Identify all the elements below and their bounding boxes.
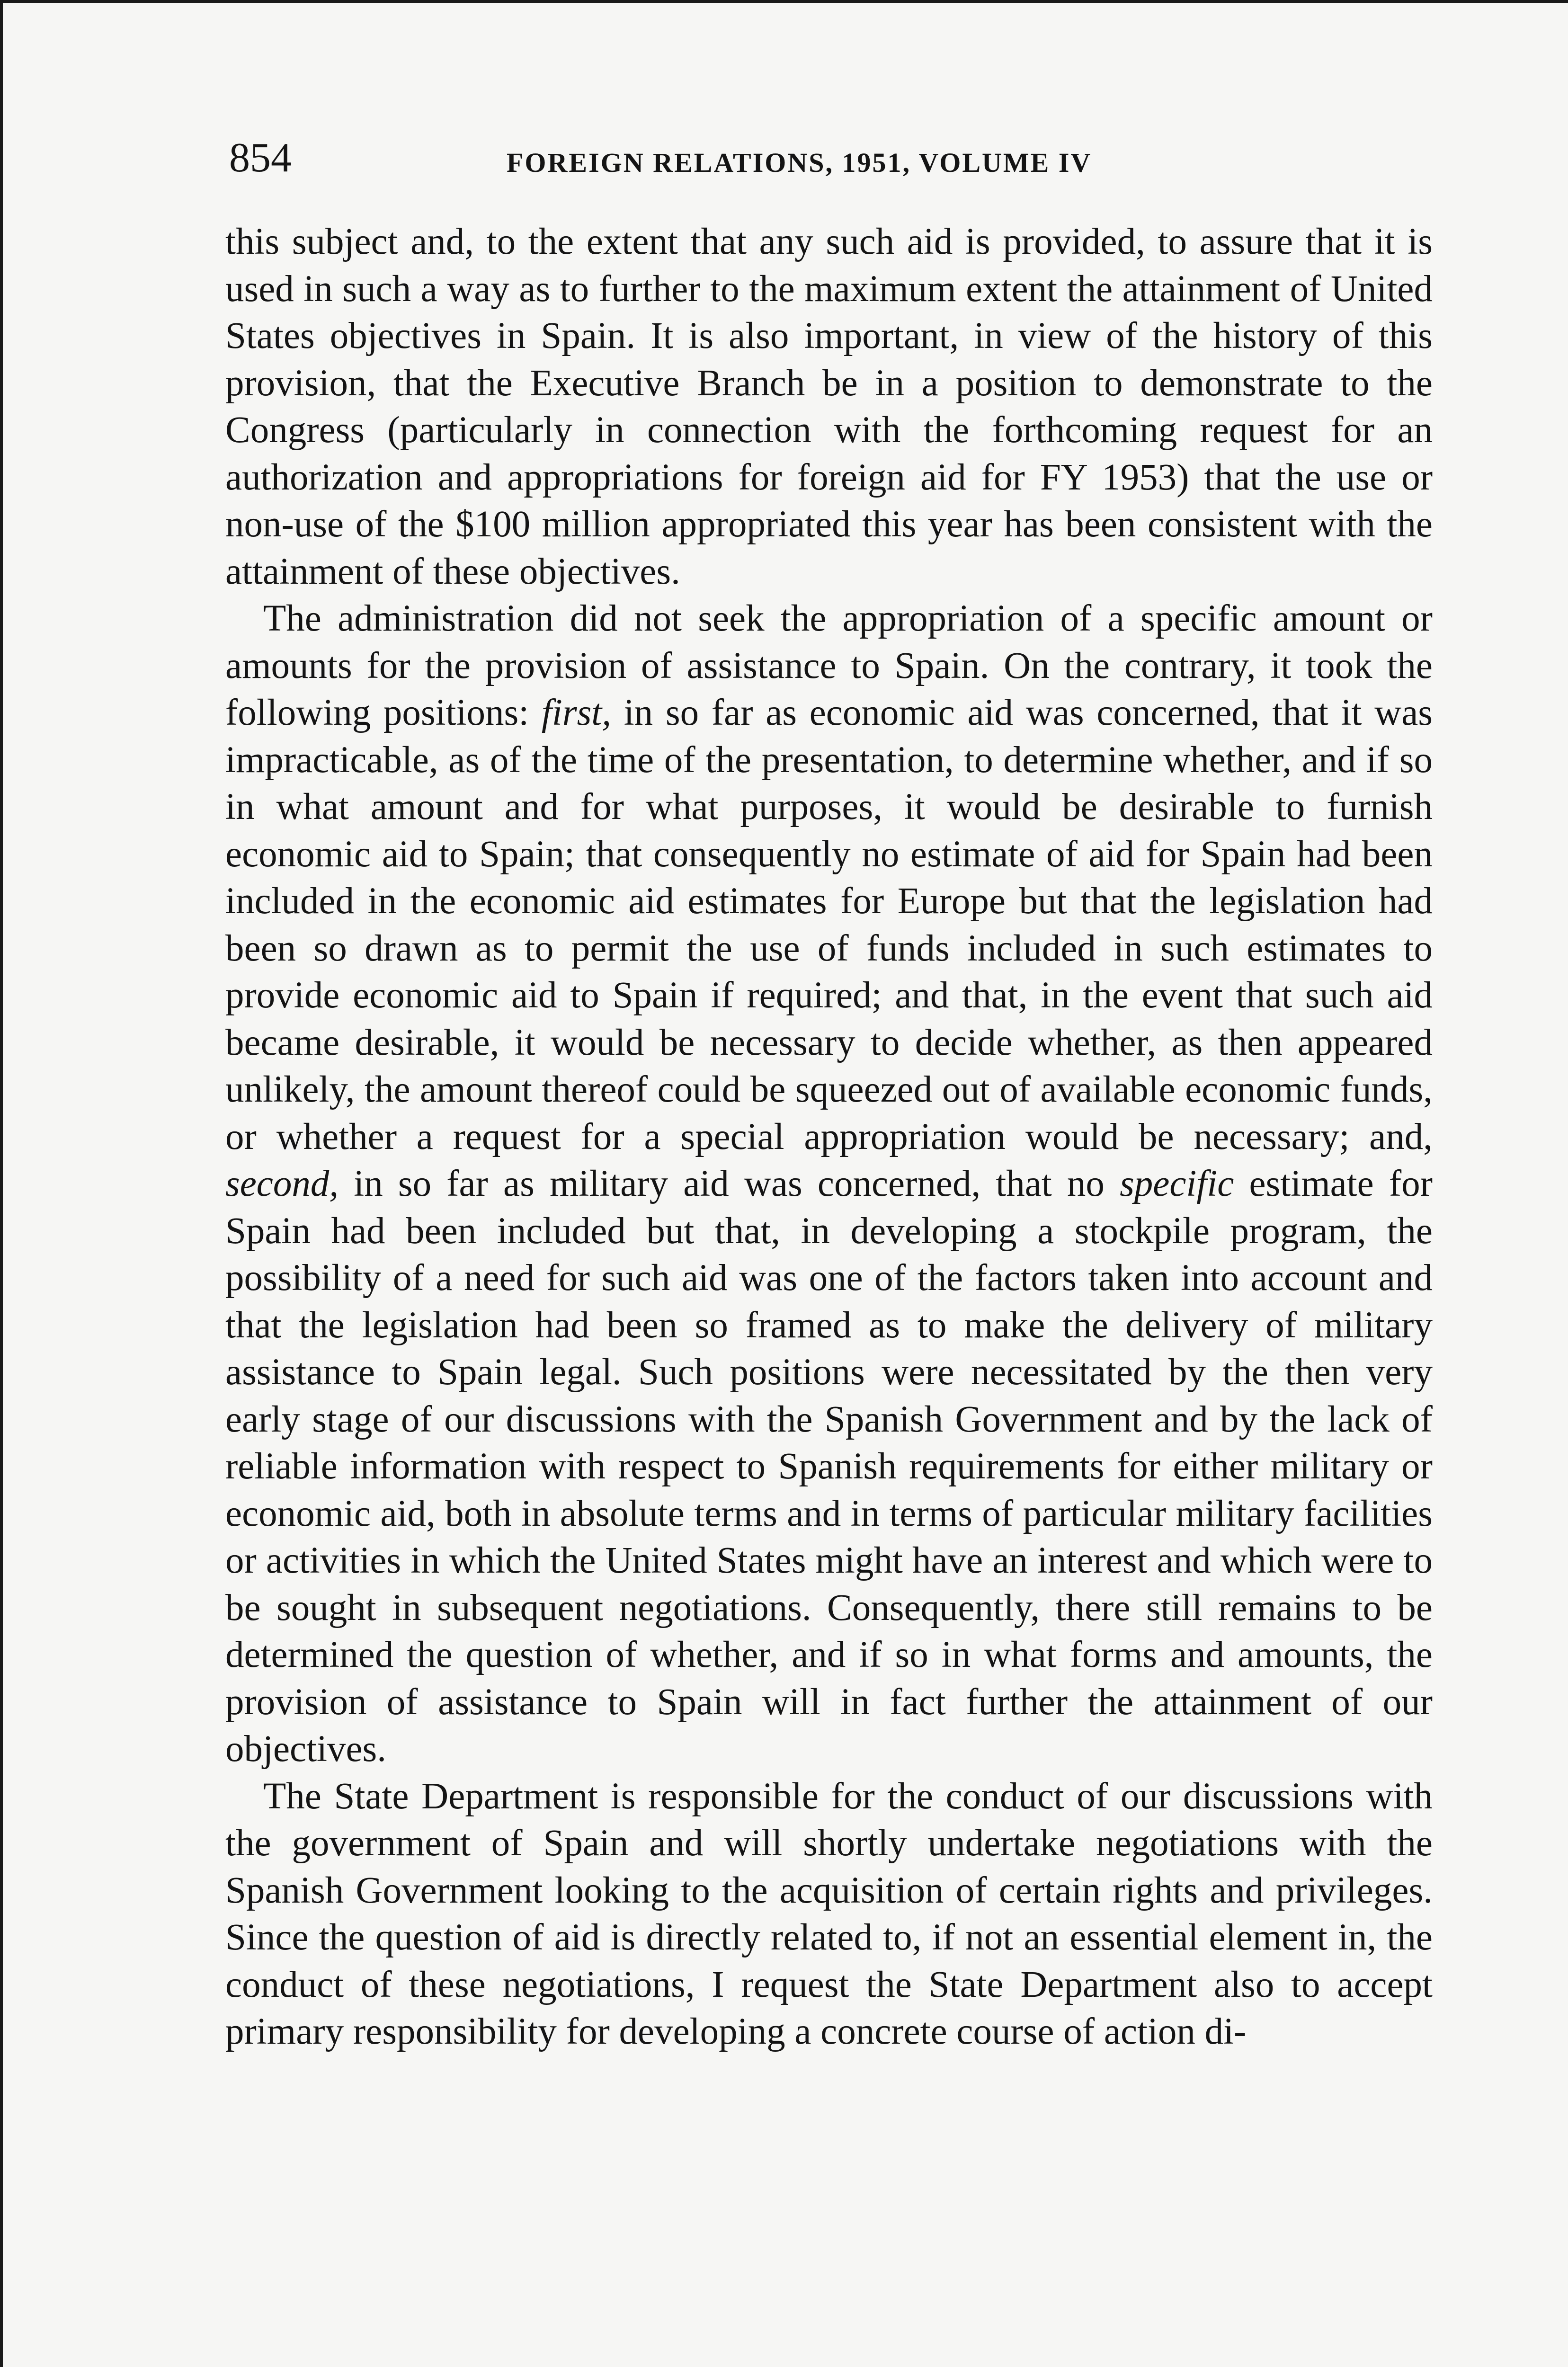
paragraph-3: The State Department is responsible for the conduct of our discussions with the government of Spain and will shortly undertake negotiations with the Spanish Government looking to the acquisition of certain rights and privileges. Since the question of aid is directly related to, if not an essential element in, the conduct of these negotiations, I request the State Department also to accept primary responsibility for developing a concrete course of action di-: [225, 1775, 1433, 2052]
emphasis-second: second,: [225, 1163, 339, 1204]
page-header: [229, 130, 1470, 187]
emphasis-first: first,: [541, 692, 612, 733]
paragraph-2: [225, 595, 1433, 1773]
paragraph-2-part-b: in so far as economic aid was concerned, that it was impracticable, as of the time of the presentation, to determine whether, and if so in what amount and for what purposes, it would be desirable to furnish economic aid to Spain; that consequently no estimate of aid for Spain had been included in the economic aid estimates for Europe but that the legislation had been so drawn as to permit the use of funds included in such estimates to provide economic aid to Spain if required; and that, in the event that such aid became desirable, it would be necessary to decide whether, as then appeared unlikely, the amount thereof could be squeezed out of available economic funds, or whether a request for a special appropriation would be necessary; and,: [225, 692, 1433, 1157]
paragraph-2-part-c: in so far as military aid was concerned, that no: [339, 1163, 1120, 1204]
paragraph-1: this subject and, to the extent that any such aid is provided, to assure that it is used in such a way as to further to the maximum extent the attainment of United States objectives in Spain. It is also important, in view of the history of this provision, that the Executive Branch be in a position to demonstrate to the Congress (particularly in connection with the forthcoming request for an authorization and appropriations for foreign aid for FY 1953) that the use or non-use of the $100 million appropriated this year has been consistent with the attainment of these objectives.: [225, 221, 1433, 592]
running-head: FOREIGN RELATIONS, 1951, VOLUME IV: [507, 147, 1092, 178]
page-number: 854: [229, 135, 292, 181]
body-text: [225, 218, 1433, 2056]
paragraph-2-part-a: The administration did not seek the appropriation of a specific amount or amounts for the provision of assistance to Spain. On the contrary, it took the following positions:: [225, 598, 1433, 733]
paragraph-2-part-d: estimate for Spain had been included but that, in developing a stockpile program, the possibility of a need for such aid was one of the factors taken into account and that the legislation had been so framed as to make the delivery of military assistance to Spain legal. Such positions were necessitated by the then very early stage of our discussions with the Spanish Government and by the lack of reliable information with respect to Spanish requirements for either military or economic aid, both in absolute terms and in terms of particular military facilities or activities in which the United States might have an interest and which were to be sought in subsequent negotiations. Consequently, there still remains to be determined the question of whether, and if so in what forms and amounts, the provision of assistance to Spain will in fact further the attainment of our objectives.: [225, 1163, 1433, 1770]
emphasis-specific: specific: [1120, 1163, 1234, 1204]
